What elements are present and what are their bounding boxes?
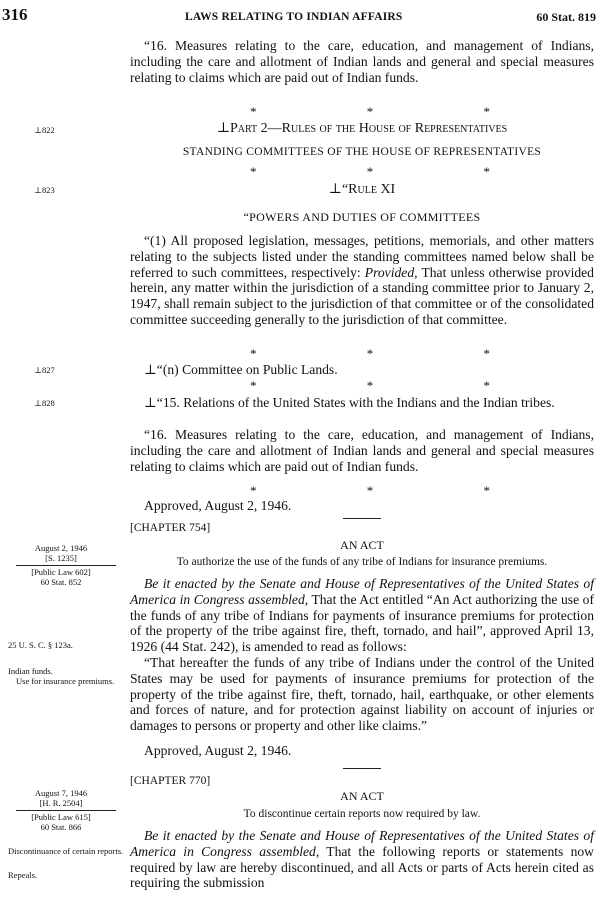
standing-committees-heading: STANDING COMMITTEES OF THE HOUSE OF REPRESENTATIVES [182,146,542,158]
margin-note-repeals: Repeals. [8,870,38,880]
ellipsis-stars: * * * [250,378,490,393]
ellipsis-stars: * * * [250,483,490,498]
chapter-770-label: [CHAPTER 770] [130,775,211,787]
margin-public-law-1: [Public Law 602] [31,567,91,577]
margin-ref-823: ⊥823 [34,185,55,195]
approved-date-2: Approved, August 2, 1946. [144,743,292,758]
act-purpose-2: To discontinue certain reports now required by law. [243,808,481,820]
enacting-clause-2: Be it enacted by the Senate and House of Representatives of the United States of America in Congress assembled, That the following reports or statements now required by law are hereby discontinued, and all Acts or parts of Acts herein cited as requiring the submission [130,828,594,891]
margin-date-2: August 7, 1946 [34,788,88,798]
stat-reference: 60 Stat. 819 [536,10,596,24]
ellipsis-stars: * * * [250,104,490,119]
rule-heading: ⊥“Rule XI [328,182,396,197]
margin-stat-2: 60 Stat. 866 [40,822,82,832]
page-number: 316 [2,5,28,24]
divider [343,768,381,769]
act-purpose-1: To authorize the use of the funds of any tribe of Indians for insurance premiums. [176,556,548,568]
paragraph-proposed-legislation: “(1) All proposed legislation, messages, petitions, memorials, and other matters relating to the subjects listed under the standing committees named below shall be referred to such committees, respectively: Provided, That unless otherwise provided herein, any matter within the jurisdiction of a standing committee prior to January 2, 1947, shall remain subject to the jurisdiction of that committee or of the consolidated committee succeeding generally to the jurisdiction of that committee. [130,233,594,327]
approved-date-1: Approved, August 2, 1946. [144,498,292,513]
margin-ref-828: ⊥828 [34,398,55,408]
running-title: LAWS RELATING TO INDIAN AFFAIRS [185,11,403,23]
margin-bill-2: [H. R. 2504] [39,798,83,808]
margin-divider [16,810,116,811]
margin-divider [16,565,116,566]
margin-stat-1: 60 Stat. 852 [40,577,82,587]
ellipsis-stars: * * * [250,164,490,179]
part-heading: ⊥Part 2—Rules of the House of Representatives [216,121,508,136]
powers-heading: “POWERS AND DUTIES OF COMMITTEES [243,210,481,224]
margin-note-indian-funds: Indian funds. Use for insurance premiums. [8,666,115,686]
margin-ref-827: ⊥827 [34,365,55,375]
ellipsis-stars: * * * [250,346,490,361]
enacting-clause-1: Be it enacted by the Senate and House of Representatives of the United States of America in Congress assembled, That the Act entitled “An Act authorizing the use of the funds of any tribe of Indians for payments of insurance premiums for protection of the property of the tribe against fire, theft, tornado, and hail”, approved April 13, 1926 (44 Stat. 242), is amended to read as follows: [130,576,594,655]
divider [343,518,381,519]
margin-public-law-2: [Public Law 615] [31,812,91,822]
margin-ref-822: ⊥822 [34,125,55,135]
margin-bill-1: [S. 1235] [45,553,77,563]
margin-note-discontinuance: Discontinuance of certain reports. [8,846,124,856]
committee-public-lands: ⊥“(n) Committee on Public Lands. [144,362,338,377]
act-heading-1: AN ACT [340,538,384,552]
paragraph-measures-16-repeat: “16. Measures relating to the care, education, and management of Indians, including the care and allotment of Indian lands and general and special measures relating to claims which are paid out of Indian funds. [130,427,594,474]
paragraph-relations-15: ⊥“15. Relations of the United States with the Indians and the Indian tribes. [144,395,555,410]
margin-date-1: August 2, 1946 [34,543,88,553]
chapter-754-label: [CHAPTER 754] [130,522,211,534]
paragraph-insurance: “That hereafter the funds of any tribe of Indians under the control of the United States may be used for payments of insurance premiums for protection of the property of the tribe against fire, theft, tornado, hail, earthquake, or other elements and forces of nature, and for protection against liability on account of injuries or damages to persons or property and other like claims.” [130,655,594,734]
act-heading-2: AN ACT [340,789,384,803]
margin-usc-citation: 25 U. S. C. § 123a. [8,640,73,650]
paragraph-measures-16: “16. Measures relating to the care, education, and management of Indians, including the care and allotment of Indian lands and general and special measures relating to claims which are paid out of Indian funds. [130,38,594,85]
